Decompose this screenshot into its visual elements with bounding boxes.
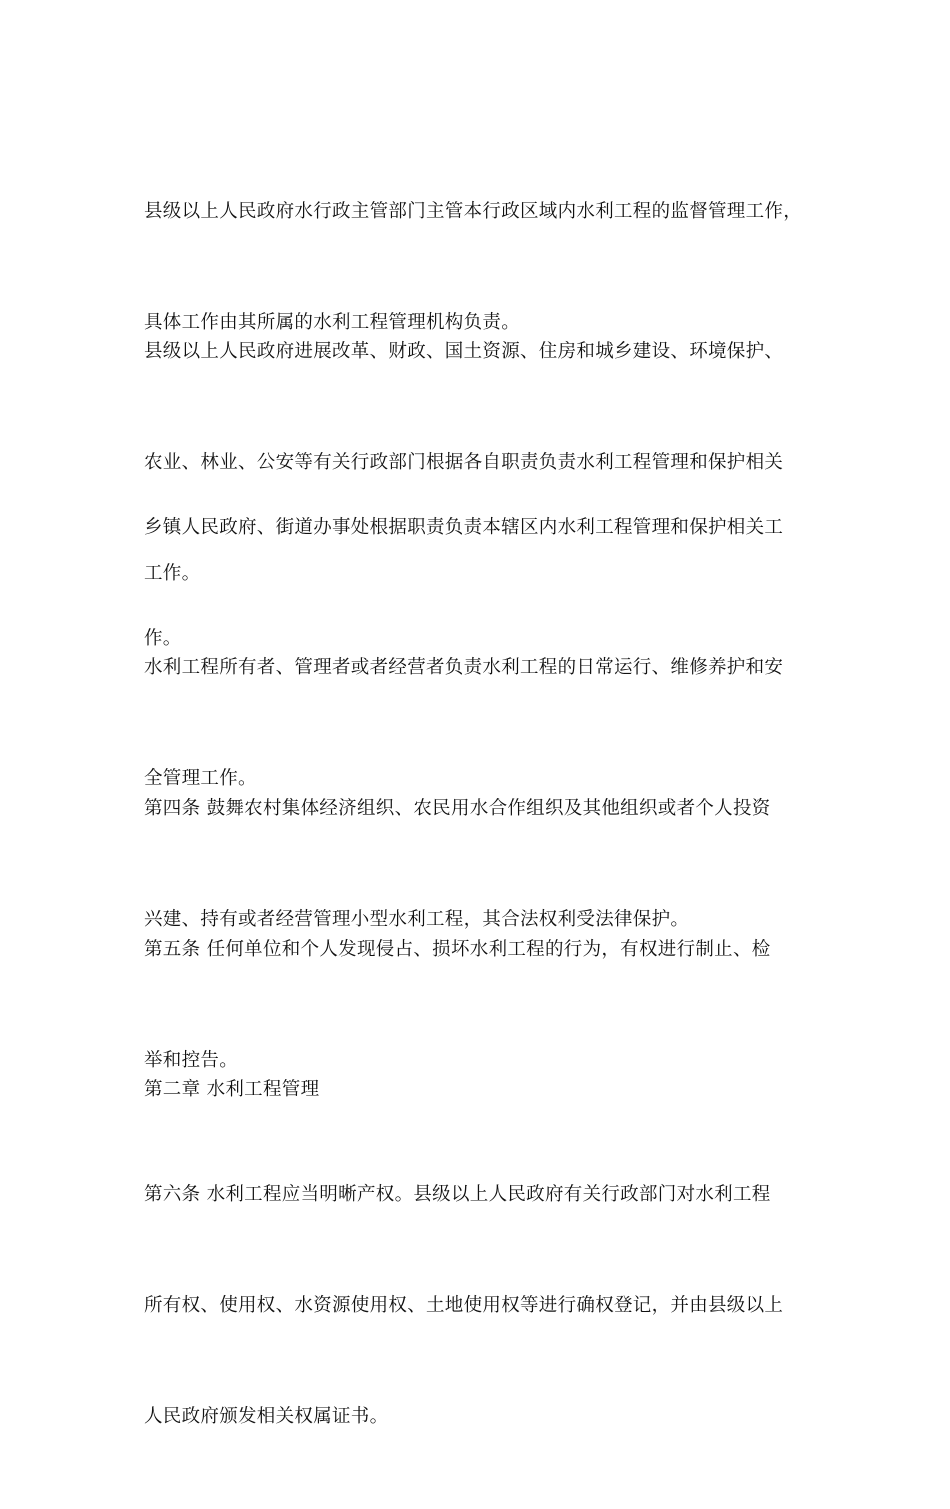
paragraph-line: 全管理工作。	[144, 768, 257, 789]
paragraph-line: 人民政府颁发相关权属证书。	[144, 1406, 389, 1427]
article-6	[144, 1102, 824, 1509]
paragraph-line: 所有权、使用权、水资源使用权、土地使用权等进行确权登记，并由县级以上	[144, 1295, 784, 1316]
paragraph-line: 第六条 水利工程应当明晰产权。县级以上人民政府有关行政部门对水利工程	[144, 1184, 771, 1205]
paragraph-line: 具体工作由其所属的水利工程管理机构负责。	[144, 312, 521, 333]
paragraph-line: 水利工程所有者、管理者或者经营者负责水利工程的日常运行、维修养护和安	[144, 657, 784, 678]
paragraph-line: 第五条 任何单位和个人发现侵占、损坏水利工程的行为，有权进行制止、检	[144, 939, 771, 960]
paragraph-line: 作。	[144, 628, 182, 649]
paragraph-line: 举和控告。	[144, 1050, 239, 1071]
paragraph-line: 第四条 鼓舞农村集体经济组织、农民用水合作组织及其他组织或者个人投资	[144, 798, 771, 819]
paragraph-line: 县级以上人民政府进展改革、财政、国土资源、住房和城乡建设、环境保护、	[144, 341, 784, 362]
paragraph-line: 工作。	[144, 563, 201, 584]
paragraph-line: 兴建、持有或者经营管理小型水利工程，其合法权利受法律保护。	[144, 909, 690, 930]
chapter-title: 第二章 水利工程管理	[144, 1079, 320, 1100]
paragraph-line: 县级以上人民政府水行政主管部门主管本行政区域内水利工程的监督管理工作，	[144, 201, 803, 222]
paragraph-line: 乡镇人民政府、街道办事处根据职责负责本辖区内水利工程管理和保护相关工	[144, 517, 784, 538]
paragraph-line: 农业、林业、公安等有关行政部门根据各自职责负责水利工程管理和保护相关	[144, 452, 784, 473]
